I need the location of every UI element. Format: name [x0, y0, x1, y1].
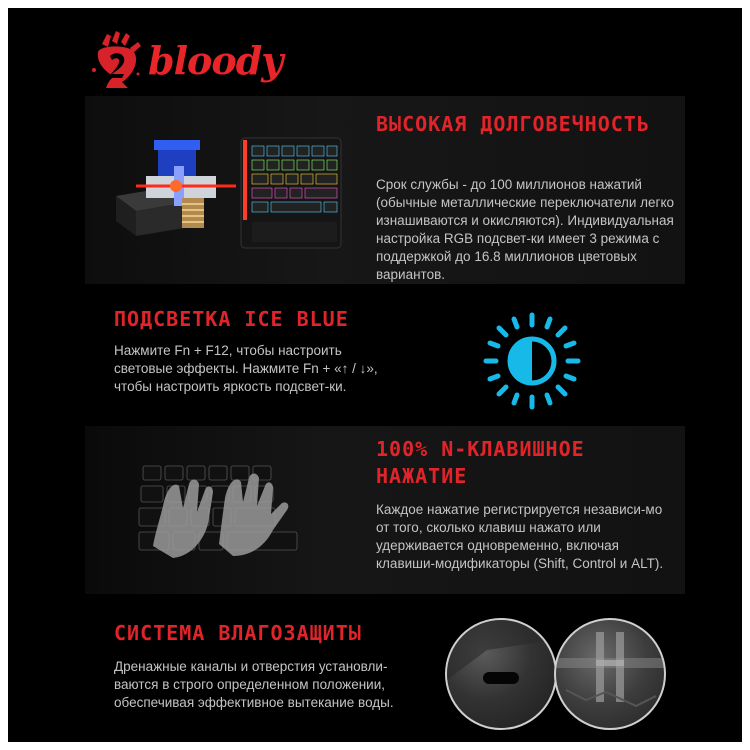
- product-banner: [8, 8, 742, 742]
- keyboard-switch-image: [116, 126, 346, 256]
- durability-description: Срок службы - до 100 миллионов нажатий (обычные металлические переключатели легко изнашиваются и окисляются). Индивидуальная настройка RGB подсвет-ки имеет 3 режима с поддержкой до 16.8 миллионов цветовых вариантов.: [376, 177, 675, 282]
- ice-blue-description: Нажмите Fn + F12, чтобы настроить световые эффекты. Нажмите Fn + «↑ / ↓», чтобы настроить яркость подсвет-ки.: [114, 343, 378, 394]
- water-protection-title: СИСТЕМА ВЛАГОЗАЩИТЫ: [114, 621, 362, 645]
- nkro-title: 100% N-КЛАВИШНОЕ НАЖАТИЕ: [376, 437, 585, 488]
- hands-on-keyboard-image: [133, 446, 323, 586]
- ice-blue-title: ПОДСВЕТКА ICE BLUE: [114, 307, 349, 331]
- water-protection-description: Дренажные каналы и отверстия установли-ваются в строго определенном положении, обеспечивая эффективное вытекание воды.: [114, 659, 394, 710]
- durability-title: ВЫСОКАЯ ДОЛГОВЕЧНОСТЬ: [376, 112, 650, 136]
- drain-channel-closeup-image: [554, 618, 666, 730]
- brightness-icon: [482, 311, 582, 411]
- logo-wordmark: bloody: [148, 38, 283, 83]
- drain-hole-closeup-image: [445, 618, 557, 730]
- hand-print-icon: [88, 30, 148, 92]
- bloody-logo: [88, 30, 288, 96]
- nkro-description: Каждое нажатие регистрируется независи-мо от того, сколько клавиш нажато или удерживается одновременно, включая клавиши-модификаторы (Shift, Control и ALT).: [376, 502, 664, 571]
